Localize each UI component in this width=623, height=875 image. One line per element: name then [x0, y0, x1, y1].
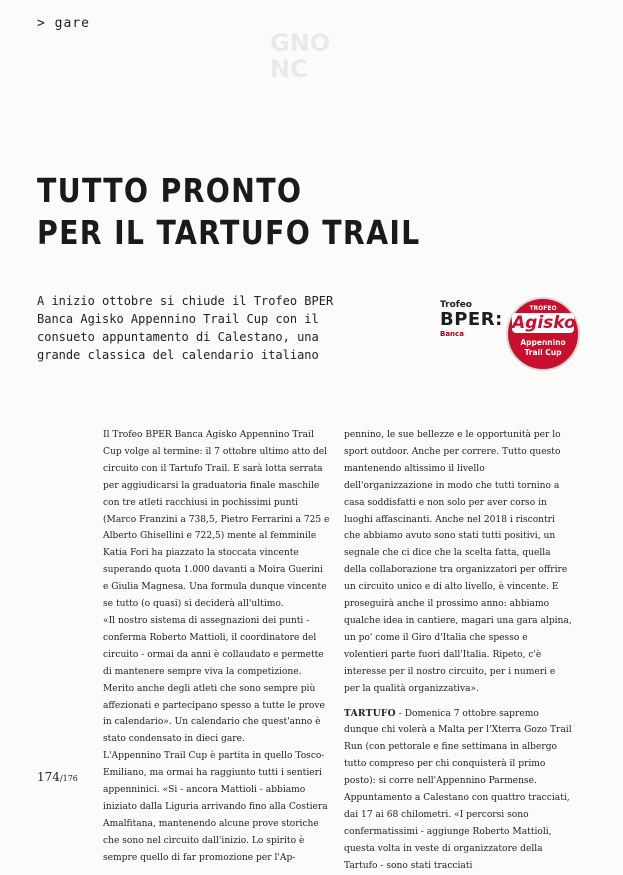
background-ghost-text: GNO NC [270, 29, 331, 83]
paragraph: pennino, le sue bellezze e le opportunità per lo sport outdoor. Anche per correre. Tutto questo mantenendo altissimo il livello dell'organizzazione in modo che tutti tornino a casa soddisfatti e non solo per aver corso in luoghi affascinanti. Anche nel 2018 i riscontri che abbiamo avuto sono stati tutti positivi, un segnale che ci dice che la scelta fatta, quella della collaborazione tra organizzatori per offrire un circuito unico e di alto livello, è vincente. E proseguirà anche il prossimo anno: abbiamo qualche idea in cantiere, magari una gara alpina, un po' come il Giro d'Italia che spesso e volentieri parte fuori dall'Italia. Ripeto, c'è interesse per il nostro circuito, per i numeri e per la qualità organizzativa». [344, 430, 572, 694]
paragraph-lead-word: TARTUFO [344, 707, 396, 719]
bper-banca-label: Banca [440, 330, 464, 338]
badge-trofeo: TROFEO [529, 305, 557, 312]
bper-trofeo-label: Trofeo [440, 300, 472, 310]
page-current: 174 [37, 770, 60, 784]
sponsor-logo [440, 297, 580, 369]
paragraph [344, 706, 572, 875]
badge-line-1: Appennino [520, 338, 566, 347]
badge-line-2: Trail Cup [524, 348, 562, 357]
bper-logo [440, 300, 503, 339]
body-column-2 [344, 427, 572, 875]
paragraph: «Il nostro sistema di assegnazioni dei punti - conferma Roberto Mattioli, il coordinatore del circuito - ormai da anni è collaudato e permette di mantenere sempre viva la competizione. Merito anche degli atleti che sono sempre più affezionati e partecipano spesso a tutte le prove in calendario». Un calendario che quest'anno è stato condensato in dieci gare. [103, 615, 325, 745]
page-total: /176 [59, 774, 78, 783]
title-line-1: TUTTO PRONTO [37, 171, 303, 210]
title-line-2: PER IL TARTUFO TRAIL [37, 213, 421, 252]
paragraph: Il Trofeo BPER Banca Agisko Appennino Trail Cup volge al termine: il 7 ottobre ultimo atto del circuito con il Tartufo Trail. E sarà lotta serrata per aggiudicarsi la graduatoria finale maschile con tre atleti racchiusi in pochissimi punti (Marco Franzini a 738,5, Pietro Ferrarini a 725 e Alberto Ghisellini e 722,5) mente al femminile Katia Fori ha piazzato la stoccata vincente superando quota 1.000 davanti a Moira Guerini e Giulia Magnesa. Una formula dunque vincente se tutto (o quasi) si deciderà all'ultimo. [103, 430, 330, 610]
section-label: > gare [37, 16, 90, 31]
page-number [37, 770, 78, 784]
article-title [37, 170, 421, 254]
body-column-1 [103, 427, 331, 867]
agisko-badge [506, 297, 580, 371]
article-lead: A inizio ottobre si chiude il Trofeo BPER Banca Agisko Appennino Trail Cup con il consueto appuntamento di Calestano, una grande classica del calendario italiano [37, 294, 334, 362]
paragraph-text: - Domenica 7 ottobre sapremo dunque chi volerà a Malta per l'Xterra Gozo Trail Run (con pettorale e fine settimana in albergo tutto compreso per chi conquisterà il primo posto): si corre nell'Appennino Parmense. Appuntamento a Calestano con quattro tracciati, dai 17 ai 68 chilometri. «I percorsi sono confermatissimi - aggiunge Roberto Mattioli, questa volta in veste di organizzatore della Tartufo - sono stati tracciati [344, 708, 572, 871]
bper-name: BPER: [440, 309, 503, 330]
badge-name: Agisko [512, 313, 576, 333]
paragraph: L'Appennino Trail Cup è partita in quello Tosco-Emiliano, ma ormai ha raggiunto tutti i sentieri appenninici. «Si - ancora Mattioli - abbiamo iniziato dalla Liguria arrivando fino alla Costiera Amalfitana, mantenendo alcune prove storiche che sono nel circuito dall'inizio. Lo spirito è sempre quello di far promozione per l'Ap- [103, 751, 328, 863]
